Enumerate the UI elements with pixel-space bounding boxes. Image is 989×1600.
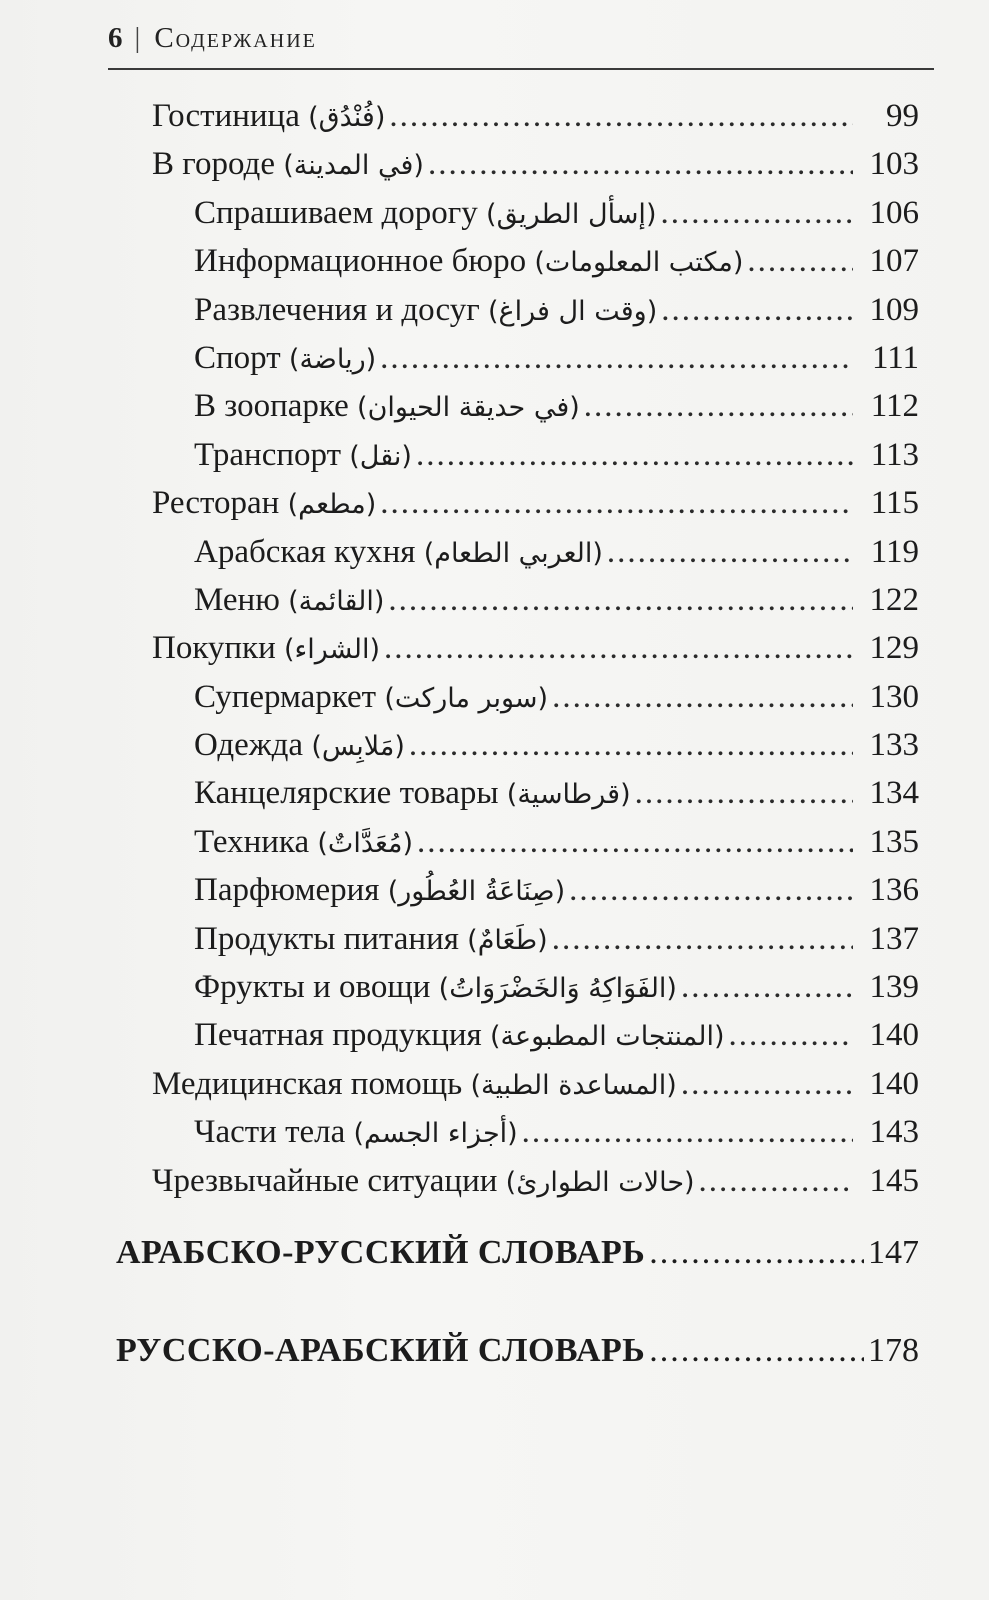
toc-entry-page: 139: [869, 969, 919, 1006]
dot-leader: [522, 1108, 853, 1156]
toc-entry-arabic: (المنتجات المطبوعة): [490, 1021, 725, 1053]
dot-leader: [729, 1011, 853, 1059]
toc-entry-russian: Медицинская помощь: [152, 1065, 463, 1102]
toc-entry-title: [152, 479, 376, 529]
toc-entry[interactable]: [0, 140, 989, 188]
toc-entry-title: [194, 915, 548, 965]
toc-entry-page: 140: [869, 1017, 919, 1054]
toc-entry-page: 107: [869, 243, 919, 280]
dot-leader: [660, 189, 853, 237]
toc-entry[interactable]: [0, 237, 989, 285]
toc-entry[interactable]: [0, 769, 989, 817]
toc-entry[interactable]: [0, 866, 989, 914]
toc-entry-russian: Канцелярские товары: [194, 775, 499, 812]
toc-entry-title: [194, 576, 384, 626]
toc-entry-title: [194, 1011, 725, 1061]
dot-leader: [661, 286, 853, 334]
toc-entry[interactable]: [0, 92, 989, 140]
dot-leader: [409, 721, 853, 769]
toc-entry[interactable]: [0, 818, 989, 866]
toc-entry-page: 136: [869, 872, 919, 909]
toc-entry-title: АРАБСКО-РУССКИЙ СЛОВАРЬ: [116, 1234, 646, 1271]
toc-entry-title: [194, 382, 580, 432]
toc-entry-page: 112: [870, 388, 919, 425]
toc-entry-title: [194, 963, 677, 1013]
toc-entry-arabic: (سوبر ماركت): [384, 682, 549, 714]
dot-leader: [416, 431, 853, 479]
toc-entry-page: 129: [869, 630, 919, 667]
toc-entry-russian: Транспорт: [194, 436, 342, 473]
toc-entry-russian: Спорт: [194, 339, 281, 376]
toc-entry[interactable]: [0, 382, 989, 430]
toc-entry[interactable]: [0, 963, 989, 1011]
toc-entry-arabic: (رياضة): [288, 343, 377, 375]
toc-entry-arabic: (مطعم): [287, 489, 377, 521]
toc-entry-arabic: (صِنَاعَةُ العُطُور): [387, 876, 566, 908]
toc-entry-page: 130: [869, 678, 919, 715]
toc-entry-arabic: (مكتب المعلومات): [534, 247, 744, 279]
toc-entry-title: [194, 818, 413, 868]
dot-leader: [649, 1229, 864, 1277]
toc-entry-page: 111: [871, 339, 919, 376]
toc-entry-russian: Печатная продукция: [194, 1017, 482, 1054]
toc-entry-russian: Парфюмерия: [194, 872, 380, 909]
toc-entry-title: [194, 286, 657, 336]
dot-leader: [747, 237, 853, 285]
toc-entry-title: [194, 721, 405, 771]
toc-entry-russian: Фрукты и овощи: [194, 969, 431, 1006]
toc-entry-title: [194, 189, 656, 239]
dot-leader: [389, 92, 853, 140]
dot-leader: [417, 818, 853, 866]
toc-entry-title: [194, 673, 548, 723]
toc-entry[interactable]: [0, 1108, 989, 1156]
toc-entry[interactable]: [0, 431, 989, 479]
toc-entry[interactable]: [0, 1157, 989, 1205]
toc-entry-russian: Спрашиваем дорогу: [194, 194, 478, 231]
toc-entry-arabic: (وقت ال فراغ): [488, 295, 658, 327]
toc-entry-page: 145: [869, 1162, 919, 1199]
toc-entry-page: 99: [886, 98, 919, 134]
toc-entry-title: [194, 237, 743, 287]
dot-leader: [384, 624, 853, 672]
toc-entry-arabic: (الفَوَاكِهُ وَالخَضْرَوَاتُ): [438, 973, 677, 1005]
toc-entry-title: [152, 92, 385, 142]
toc-entry-page: 119: [870, 533, 919, 570]
toc-entry-page: 137: [869, 920, 919, 957]
toc-entry-arabic: (طَعَامٌ): [467, 924, 548, 956]
toc-entry-russian-arabic-dictionary[interactable]: [116, 1327, 919, 1375]
toc-entry-page: 103: [869, 146, 919, 183]
toc-entry-page: 178: [868, 1332, 919, 1369]
toc-entry-title: [152, 1060, 677, 1110]
toc-entry-page: 115: [870, 485, 919, 522]
toc-entry-title: [194, 866, 565, 916]
toc-entry-russian: Информационное бюро: [194, 243, 527, 280]
dot-leader: [552, 915, 853, 963]
dot-leader: [380, 334, 853, 382]
toc-entry[interactable]: [0, 479, 989, 527]
toc-entry-arabic: (قرطاسية): [506, 779, 631, 811]
toc-entry-russian: Гостиница: [152, 98, 300, 134]
toc-entry-title: [152, 140, 424, 190]
dot-leader: [635, 769, 853, 817]
toc-entry-title: [194, 528, 603, 578]
toc-entry-arabic: (المساعدة الطبية): [470, 1069, 677, 1101]
toc-entry-russian: Продукты питания: [194, 920, 459, 957]
toc-entry-page: 122: [869, 581, 919, 618]
toc-entry-russian: Техника: [194, 823, 310, 860]
dot-leader: [649, 1327, 864, 1375]
toc-entry-title: [152, 1157, 695, 1207]
toc-entry-title: [194, 769, 631, 819]
header-rule: [108, 68, 934, 70]
toc-entry-russian: Меню: [194, 581, 280, 618]
toc-entry-arabic: (العربي الطعام): [423, 537, 603, 569]
toc-entry-russian: Развлечения и досуг: [194, 291, 480, 328]
toc-entry[interactable]: [0, 334, 989, 382]
toc-entry-russian: Части тела: [194, 1114, 346, 1151]
toc-entry-title: [152, 624, 380, 674]
toc-entry-arabic: (مُعَدَّاتٌ): [317, 827, 414, 859]
toc-entry-page: 143: [869, 1114, 919, 1151]
toc-entry-page: 147: [868, 1234, 919, 1271]
toc-entry-arabic: (في حديقة الحيوان): [357, 392, 580, 424]
toc-entry-russian: Покупки: [152, 630, 276, 667]
toc-entry[interactable]: [0, 286, 989, 334]
toc-entry-arabic: (الشراء): [284, 634, 380, 666]
toc-entry-arabic: (فُنْدُق): [308, 102, 386, 133]
section-title: Содержание: [154, 22, 317, 54]
toc-entry[interactable]: [0, 576, 989, 624]
toc-entry-russian: Ресторан: [152, 485, 280, 522]
toc-entry-arabic: (نقل): [349, 440, 412, 472]
toc-entry-russian: В городе: [152, 146, 275, 183]
toc-entry[interactable]: [0, 189, 989, 237]
toc-entry-russian: В зоопарке: [194, 388, 349, 425]
dot-leader: [380, 479, 853, 527]
toc-entry-arabic: (مَلابِس): [311, 731, 405, 763]
toc-entry[interactable]: [0, 721, 989, 769]
toc-entry-arabic: (في المدينة): [283, 150, 424, 182]
dot-leader: [569, 866, 853, 914]
toc-entry[interactable]: [0, 624, 989, 672]
toc-entry-russian: Одежда: [194, 727, 304, 764]
dot-leader: [699, 1157, 853, 1205]
toc-entry-page: 113: [870, 436, 919, 473]
toc-entry[interactable]: [0, 673, 989, 721]
toc-entry-arabic: (أجزاء الجسم): [353, 1118, 518, 1150]
toc-entry[interactable]: [0, 1060, 989, 1108]
dot-leader: [681, 963, 853, 1011]
toc-entry-page: 134: [869, 775, 919, 812]
toc-entry[interactable]: [0, 915, 989, 963]
dot-leader: [552, 673, 853, 721]
toc-entry-page: 109: [869, 291, 919, 328]
dot-leader: [428, 140, 853, 188]
header-separator: |: [134, 22, 141, 54]
toc-entry-russian: Арабская кухня: [194, 533, 416, 570]
dot-leader: [607, 528, 853, 576]
toc-entry-page: 135: [869, 823, 919, 860]
toc-entry-russian: Супермаркет: [194, 678, 377, 715]
dot-leader: [681, 1060, 853, 1108]
dot-leader: [388, 576, 853, 624]
toc-entry[interactable]: [0, 1011, 989, 1059]
dot-leader: [584, 382, 853, 430]
toc-entry[interactable]: [0, 528, 989, 576]
toc-entry-arabic: (حالات الطوارئ): [505, 1166, 695, 1198]
toc-entry-title: [194, 1108, 518, 1158]
toc-entry-arabic: (القائمة): [288, 585, 385, 617]
toc-entry-arabic-russian-dictionary[interactable]: [116, 1229, 919, 1277]
toc-entry-page: 140: [869, 1065, 919, 1102]
toc-entry-title: РУССКО-АРАБСКИЙ СЛОВАРЬ: [116, 1332, 646, 1369]
toc-entry-title: [194, 334, 376, 384]
toc-entry-title: [194, 431, 412, 481]
page-number: 6: [108, 22, 123, 54]
table-of-contents: [0, 92, 989, 1205]
toc-entry-page: 133: [869, 727, 919, 764]
running-head: [108, 22, 934, 68]
toc-entry-russian: Чрезвычайные ситуации: [152, 1162, 498, 1199]
toc-entry-arabic: (إسأل الطريق): [486, 198, 657, 230]
toc-entry-page: 106: [869, 194, 919, 231]
